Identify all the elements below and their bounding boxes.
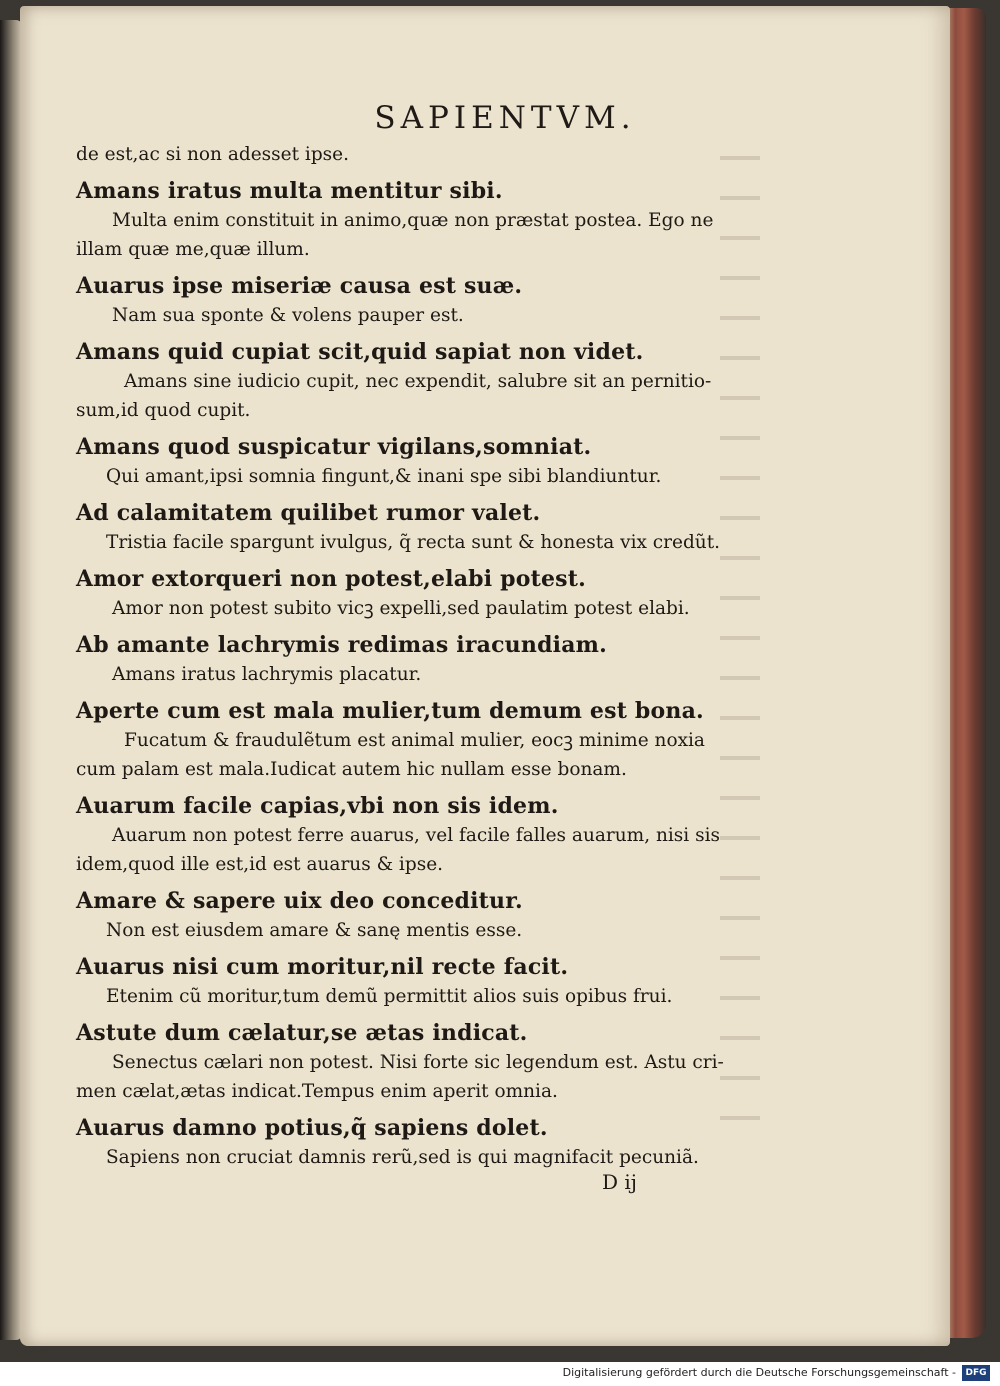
- proverb-lemma: Amans quid cupiat scit,quid sapiat non videt.: [76, 339, 644, 365]
- proverb-lemma: Amans quod suspicatur vigilans,somniat.: [76, 434, 592, 460]
- entry-gap: [76, 264, 736, 272]
- entry-gap: [76, 491, 736, 499]
- commentary-line: idem,quod ille est,id est auarus & ipse.: [76, 854, 444, 875]
- commentary-line: Sapiens non cruciat damnis rerũ,sed is qui magnifacit pecuniã.: [106, 1147, 699, 1168]
- commentary-line: sum,id quod cupit.: [76, 400, 251, 421]
- running-head-text: SAPIENTVM.: [374, 100, 636, 136]
- running-head: [0, 100, 1000, 136]
- commentary-line: Fucatum & fraudulẽtum est animal mulier, eocꝫ minime noxia: [124, 730, 705, 751]
- commentary-line: men cælat,ætas indicat.Tempus enim aperit omnia.: [76, 1081, 558, 1102]
- facing-page-edge: [0, 20, 22, 1340]
- commentary-line: Non est eiusdem amare & sanę mentis esse.: [106, 920, 523, 941]
- commentary-line: Qui amant,ipsi somnia fingunt,& inani spe sibi blandiuntur.: [106, 466, 662, 487]
- entry-gap: [76, 1011, 736, 1019]
- commentary-line: Amans sine iudicio cupit, nec expendit, salubre sit an pernitio-: [124, 371, 712, 392]
- commentary-line: Auarum non potest ferre auarus, vel facile falles auarum, nisi sis: [112, 825, 720, 846]
- entry-gap: [76, 557, 736, 565]
- commentary-line: de est,ac si non adesset ipse.: [76, 144, 349, 165]
- entry-gap: [76, 689, 736, 697]
- proverb-lemma: Amare & sapere uix deo conceditur.: [76, 888, 523, 914]
- proverb-lemma: Ab amante lachrymis redimas iracundiam.: [76, 632, 607, 658]
- proverb-lemma: Auarum facile capias,vbi non sis idem.: [76, 793, 559, 819]
- entry-gap: [76, 879, 736, 887]
- commentary-line: Amor non potest subito vicꝫ expelli,sed paulatim potest elabi.: [112, 598, 690, 619]
- commentary-line: Senectus cælari non potest. Nisi forte sic legendum est. Astu cri-: [112, 1052, 724, 1073]
- proverb-lemma: Auarus nisi cum moritur,nil recte facit.: [76, 954, 569, 980]
- signature-mark: D ij: [602, 1170, 637, 1194]
- commentary-line: Etenim cũ moritur,tum demũ permittit alios suis opibus frui.: [106, 986, 673, 1007]
- text-block: [76, 140, 736, 1172]
- proverb-lemma: Aperte cum est mala mulier,tum demum est bona.: [76, 698, 704, 724]
- proverb-lemma: Auarus ipse miseriæ causa est suæ.: [76, 273, 523, 299]
- footer-credit: Digitalisierung gefördert durch die Deutsche Forschungsgemeinschaft -: [562, 1366, 956, 1379]
- commentary-line: illam quæ me,quæ illum.: [76, 239, 310, 260]
- entry-gap: [76, 425, 736, 433]
- commentary-line: Multa enim constituit in animo,quæ non præstat postea. Ego ne: [112, 210, 714, 231]
- commentary-line: cum palam est mala.Iudicat autem hic nullam esse bonam.: [76, 759, 627, 780]
- entry-gap: [76, 623, 736, 631]
- entry-gap: [76, 1106, 736, 1114]
- entry-gap: [76, 169, 736, 177]
- dfg-logo: DFG: [962, 1365, 990, 1381]
- proverb-lemma: Ad calamitatem quilibet rumor valet.: [76, 500, 541, 526]
- proverb-lemma: Astute dum cælatur,se ætas indicat.: [76, 1020, 528, 1046]
- entry-gap: [76, 330, 736, 338]
- entry-gap: [76, 945, 736, 953]
- commentary-line: Amans iratus lachrymis placatur.: [112, 664, 422, 685]
- proverb-lemma: Amor extorqueri non potest,elabi potest.: [76, 566, 586, 592]
- entry-gap: [76, 784, 736, 792]
- proverb-lemma: Auarus damno potius,q̃ sapiens dolet.: [76, 1115, 548, 1141]
- commentary-line: Nam sua sponte & volens pauper est.: [112, 305, 464, 326]
- commentary-line: Tristia facile spargunt ivulgus, q̃ recta sunt & honesta vix credũt.: [106, 532, 721, 553]
- proverb-lemma: Amans iratus multa mentitur sibi.: [76, 178, 503, 204]
- footer-bar: [0, 1362, 1000, 1386]
